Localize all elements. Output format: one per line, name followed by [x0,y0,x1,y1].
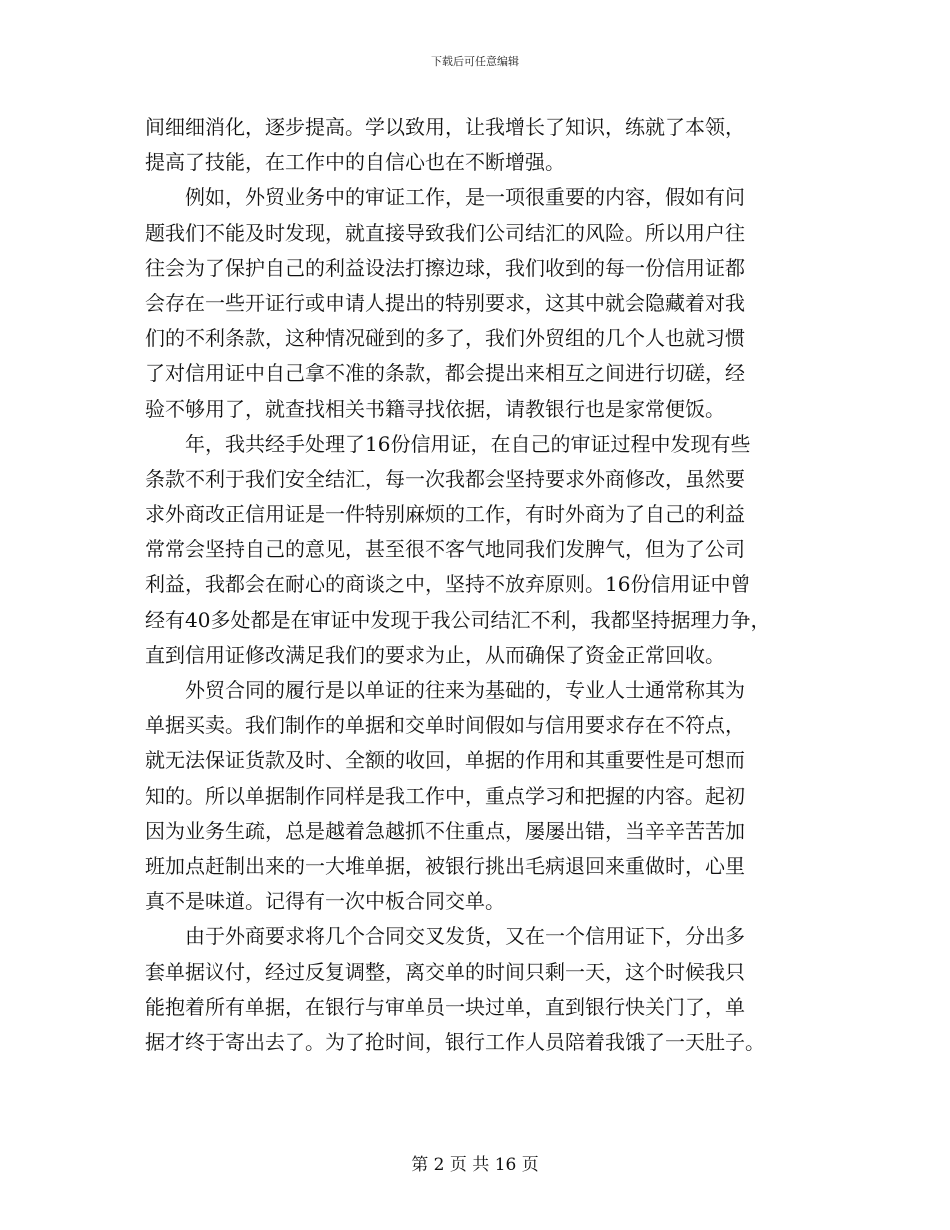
text-line: 利益，我都会在耐心的商谈之中，坚持不放弃原则。16份信用证中曾 [145,572,751,597]
text-line: 知的。所以单据制作同样是我工作中，重点学习和把握的内容。起初 [145,783,745,808]
text-line: 间细细消化，逐步提高。学以致用，让我增长了知识，练就了本领， [145,115,745,139]
text-line: 往会为了保护自己的利益设法打擦边球，我们收到的每一份信用证都 [145,255,745,280]
text-line: 年，我共经手处理了16份信用证，在自己的审证过程中发现有些 [185,431,751,456]
text-line: 们的不利条款，这种情况碰到的多了，我们外贸组的几个人也就习惯 [145,326,745,351]
text-line: 因为业务生疏，总是越着急越抓不住重点，屡屡出错，当辛辛苦苦加 [145,818,745,843]
text-line: 就无法保证货款及时、全额的收回，单据的作用和其重要性是可想而 [145,748,745,773]
text-line: 据才终于寄出去了。为了抢时间，银行工作人员陪着我饿了一天肚子。 [145,1029,765,1054]
page-header: 下载后可任意编辑 [431,55,519,68]
text-line: 真不是味道。记得有一次中板合同交单。 [145,889,505,914]
paragraph-2 [145,180,815,426]
text-line: 经有40多处都是在审证中发现于我公司结汇不利，我都坚持据理力争， [145,607,771,632]
paragraph-4 [145,673,815,919]
text-line: 例如，外贸业务中的审证工作，是一项很重要的内容，假如有问 [185,185,745,210]
text-line: 班加点赶制出来的一大堆单据，被银行挑出毛病退回来重做时，心里 [145,853,745,878]
text-line: 题我们不能及时发现，就直接导致我们公司结汇的风险。所以用户往 [145,220,745,245]
text-line: 由于外商要求将几个合同交叉发货，又在一个信用证下，分出多 [185,924,745,949]
text-line: 验不够用了，就查找相关书籍寻找依据，请教银行也是家常便饭。 [145,396,725,421]
document-body [145,110,815,1060]
text-line: 单据买卖。我们制作的单据和交单时间假如与信用要求存在不符点， [145,713,745,738]
text-line: 直到信用证修改满足我们的要求为止，从而确保了资金正常回收。 [145,642,725,667]
text-line: 会存在一些开证行或申请人提出的特别要求，这其中就会隐藏着对我 [145,290,745,315]
text-line: 常常会坚持自己的意见，甚至很不客气地同我们发脾气，但为了公司 [145,537,745,562]
text-line: 条款不利于我们安全结汇，每一次我都会坚持要求外商修改，虽然要 [145,466,745,491]
text-line: 了对信用证中自己拿不准的条款，都会提出来相互之间进行切磋，经 [145,361,745,386]
paragraph-3 [145,427,815,673]
page-footer: 第 2 页 共 16 页 [411,1155,539,1175]
paragraph-1 [145,110,815,180]
text-line: 外贸合同的履行是以单证的往来为基础的，专业人士通常称其为 [185,678,745,702]
paragraph-5 [145,919,815,1060]
text-line: 提高了技能，在工作中的自信心也在不断增强。 [145,150,565,175]
text-line: 套单据议付，经过反复调整，离交单的时间只剩一天，这个时候我只 [145,959,745,984]
text-line: 求外商改正信用证是一件特别麻烦的工作，有时外商为了自己的利益 [145,502,745,527]
text-line: 能抱着所有单据，在银行与审单员一块过单，直到银行快关门了，单 [145,994,745,1019]
